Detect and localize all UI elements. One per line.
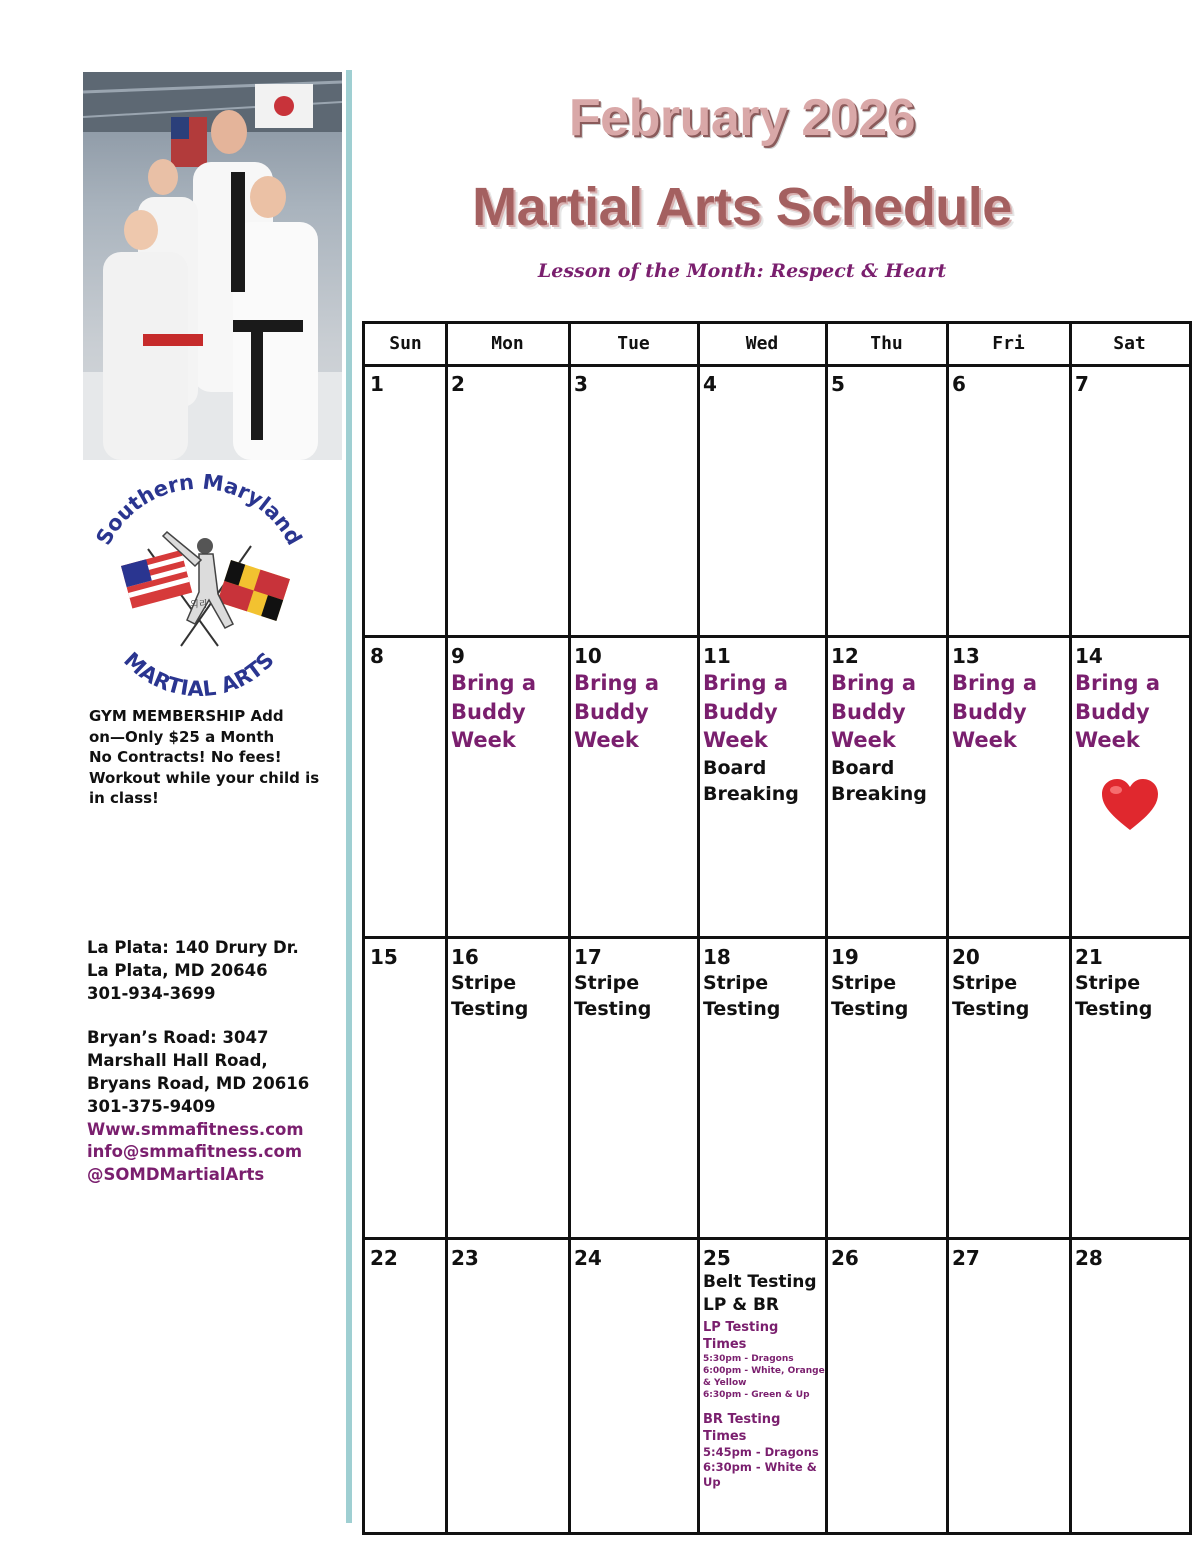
day-cell[interactable] <box>826 364 947 636</box>
calendar-grid <box>362 321 1192 1535</box>
svg-text:MARTIAL ARTS: MARTIAL ARTS <box>119 647 279 696</box>
day-number: 23 <box>451 1246 479 1270</box>
event-buddy-week: Bring a <box>831 671 917 695</box>
lp-testing-time: 6:30pm - Green & Up <box>703 1390 810 1400</box>
day-number: 16 <box>451 945 479 969</box>
day-cell[interactable] <box>698 364 826 636</box>
heart-icon <box>1100 778 1160 836</box>
day-number: 22 <box>370 1246 398 1270</box>
day-cell[interactable] <box>826 1238 947 1532</box>
day-cell[interactable] <box>1070 364 1189 636</box>
lesson-of-month: Lesson of the Month: Respect & Heart <box>537 260 947 282</box>
day-cell[interactable] <box>826 937 947 1238</box>
weekday-header-wed: Wed <box>745 333 779 354</box>
day-cell[interactable] <box>446 364 569 636</box>
event-stripe-testing: Stripe <box>451 972 517 994</box>
la-plata-address: La Plata: 140 Drury Dr. <box>87 938 299 957</box>
day-cell[interactable] <box>698 636 826 937</box>
promo-line: in class! <box>89 789 159 807</box>
day-number: 17 <box>574 945 602 969</box>
day-number: 24 <box>574 1246 602 1270</box>
day-number: 2 <box>451 372 465 396</box>
day-number: 21 <box>1075 945 1103 969</box>
day-cell[interactable] <box>826 636 947 937</box>
weekday-header-tue: Tue <box>617 333 650 354</box>
day-number: 6 <box>952 372 966 396</box>
event-board-breaking: Board <box>703 756 767 779</box>
event-buddy-week: Week <box>831 728 896 752</box>
day-number: 18 <box>703 945 731 969</box>
bryans-road-street: Marshall Hall Road, <box>87 1051 268 1071</box>
event-buddy-week: Bring a <box>703 671 789 695</box>
event-board-breaking: Board <box>831 756 895 779</box>
day-cell[interactable] <box>1070 1238 1189 1532</box>
family-photo <box>83 72 342 460</box>
day-cell[interactable] <box>947 937 1070 1238</box>
month-title: February 2026 <box>568 89 916 147</box>
event-buddy-week: Buddy <box>574 699 649 724</box>
day-number: 13 <box>952 644 980 668</box>
promo-line: No Contracts! No fees! <box>89 748 282 766</box>
day-cell[interactable] <box>569 636 698 937</box>
side-divider <box>346 70 352 1523</box>
day-cell[interactable] <box>569 364 698 636</box>
social-handle[interactable]: @SOMDMartialArts <box>87 1165 265 1185</box>
lp-testing-time: & Yellow <box>703 1378 747 1388</box>
day-cell[interactable] <box>698 1238 826 1532</box>
event-stripe-testing: Testing <box>1075 998 1153 1020</box>
day-cell[interactable] <box>698 937 826 1238</box>
day-number: 7 <box>1075 372 1089 396</box>
event-buddy-week: Week <box>1075 728 1140 752</box>
day-number: 4 <box>703 372 717 396</box>
day-cell[interactable] <box>947 636 1070 937</box>
weekday-header-sun: Sun <box>389 333 422 354</box>
event-stripe-testing: Stripe <box>952 972 1018 994</box>
la-plata-phone: 301-934-3699 <box>87 983 216 1003</box>
email-link[interactable]: info@smmafitness.com <box>87 1142 303 1162</box>
event-buddy-week: Week <box>451 728 516 752</box>
day-number: 25 <box>703 1246 731 1270</box>
day-cell[interactable] <box>446 937 569 1238</box>
day-cell[interactable] <box>365 364 446 636</box>
event-buddy-week: Bring a <box>574 671 660 695</box>
day-number: 8 <box>370 644 384 668</box>
day-cell[interactable] <box>569 1238 698 1532</box>
event-buddy-week: Week <box>703 728 768 752</box>
day-number: 26 <box>831 1246 859 1270</box>
svg-text:Southern Maryland: Southern Maryland <box>91 474 307 550</box>
event-buddy-week: Week <box>574 728 639 752</box>
weekday-header-sat: Sat <box>1113 333 1146 354</box>
day-number: 9 <box>451 644 465 668</box>
weekday-header-mon: Mon <box>491 333 524 354</box>
lp-testing-time: 6:00pm - White, Orange <box>703 1366 825 1376</box>
bryans-road-address: Bryan’s Road: 3047 <box>87 1028 269 1048</box>
event-stripe-testing: Stripe <box>1075 972 1141 994</box>
event-stripe-testing: Stripe <box>574 972 640 994</box>
weekday-header-fri: Fri <box>992 333 1025 354</box>
day-number: 3 <box>574 372 588 396</box>
event-buddy-week: Buddy <box>952 699 1027 724</box>
event-belt-testing: LP & BR <box>703 1295 780 1315</box>
day-number: 27 <box>952 1246 980 1270</box>
event-stripe-testing: Stripe <box>831 972 897 994</box>
day-number: 20 <box>952 945 980 969</box>
la-plata-city: La Plata, MD 20646 <box>87 960 268 980</box>
event-buddy-week: Buddy <box>1075 699 1150 724</box>
day-number: 12 <box>831 644 859 668</box>
event-buddy-week: Buddy <box>831 699 906 724</box>
day-cell[interactable] <box>947 1238 1070 1532</box>
br-testing-header: BR Testing Times <box>703 1412 781 1444</box>
br-testing-time: 5:45pm - Dragons <box>703 1445 819 1459</box>
day-number: 28 <box>1075 1246 1103 1270</box>
event-buddy-week: Bring a <box>1075 671 1161 695</box>
day-cell[interactable] <box>1070 937 1189 1238</box>
svg-text:의리: 의리 <box>190 600 208 610</box>
event-buddy-week: Bring a <box>952 671 1038 695</box>
day-number: 11 <box>703 644 731 668</box>
calendar-header-row <box>365 324 1189 367</box>
day-cell[interactable] <box>446 1238 569 1532</box>
day-cell[interactable] <box>365 937 446 1238</box>
day-number: 1 <box>370 372 384 396</box>
event-buddy-week: Week <box>952 728 1017 752</box>
event-stripe-testing: Testing <box>952 998 1030 1020</box>
promo-line: GYM MEMBERSHIP Add <box>89 707 284 725</box>
promo-line: Workout while your child is <box>89 768 320 787</box>
schedule-title: Martial Arts Schedule <box>472 177 1012 237</box>
event-board-breaking: Breaking <box>831 782 927 805</box>
school-logo <box>83 474 313 696</box>
bryans-road-phone: 301-375-9409 <box>87 1096 216 1116</box>
lp-testing-time: 5:30pm - Dragons <box>703 1354 794 1364</box>
day-cell[interactable] <box>365 636 446 937</box>
day-number: 15 <box>370 945 398 969</box>
bryans-road-city: Bryans Road, MD 20616 <box>87 1073 310 1093</box>
website-link[interactable]: Www.smmafitness.com <box>87 1119 304 1139</box>
day-number: 14 <box>1075 644 1103 668</box>
event-board-breaking: Breaking <box>703 782 799 805</box>
day-cell[interactable] <box>569 937 698 1238</box>
promo-line: on—Only $25 a Month <box>89 727 275 746</box>
lp-testing-header: LP Testing Times <box>703 1320 779 1352</box>
br-testing-time: 6:30pm - White & Up <box>703 1460 817 1489</box>
event-stripe-testing: Testing <box>574 998 652 1020</box>
day-number: 19 <box>831 945 859 969</box>
contact-info <box>87 937 342 1187</box>
event-stripe-testing: Testing <box>451 998 529 1020</box>
day-cell[interactable] <box>1070 636 1189 937</box>
event-belt-testing: Belt Testing <box>703 1272 817 1292</box>
membership-promo <box>89 706 334 809</box>
event-buddy-week: Buddy <box>451 699 526 724</box>
day-number: 10 <box>574 644 602 668</box>
day-number: 5 <box>831 372 845 396</box>
day-cell[interactable] <box>947 364 1070 636</box>
event-stripe-testing: Stripe <box>703 972 769 994</box>
event-buddy-week: Bring a <box>451 671 537 695</box>
event-buddy-week: Buddy <box>703 699 778 724</box>
event-stripe-testing: Testing <box>831 998 909 1020</box>
weekday-header-thu: Thu <box>870 333 903 354</box>
day-cell[interactable] <box>446 636 569 937</box>
day-cell[interactable] <box>365 1238 446 1532</box>
event-stripe-testing: Testing <box>703 998 781 1020</box>
